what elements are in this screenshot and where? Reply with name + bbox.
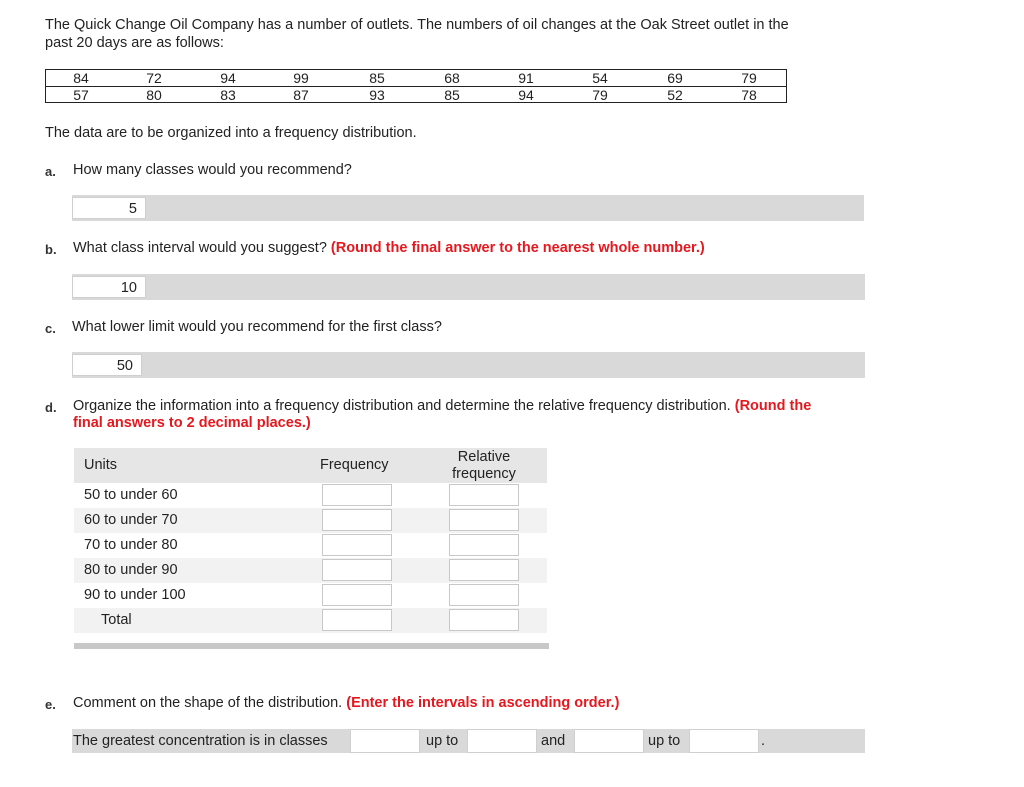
table-row [74,533,547,558]
total-label: Total [101,612,132,628]
data-cell: 93 [369,87,385,103]
question-a-text: How many classes would you recommend? [73,162,352,178]
question-e [73,695,619,712]
freq-table-header [74,448,547,483]
col-frequency: Frequency [320,457,389,473]
data-cell: 94 [220,70,236,86]
up-to-label-1: up to [426,733,459,749]
table-row [74,558,547,583]
data-cell: 83 [220,87,236,103]
total-frequency-input[interactable] [322,609,392,631]
data-cell: 54 [592,70,608,86]
up-to-label-2: up to [648,733,681,749]
class2-upper-input[interactable] [689,729,759,753]
question-b-note: (Round the final answer to the nearest whole number.) [330,240,705,256]
relative-frequency-input[interactable] [449,509,519,531]
intro-line-1: The Quick Change Oil Company has a number of outlets. The numbers of oil changes at the Oak Street outlet in the [45,17,789,33]
question-c-label: c. [45,321,56,336]
col-units: Units [84,457,118,473]
table-row [74,508,547,533]
frequency-input[interactable] [322,584,392,606]
question-d-label: d. [45,400,57,415]
col-relative-line-2: frequency [452,466,516,482]
class2-lower-input[interactable] [574,729,644,753]
total-relative-frequency-input[interactable] [449,609,519,631]
table-bottom-bar [74,643,549,649]
question-d-line-1 [73,398,811,415]
table-row [74,483,547,508]
question-b-text: What class interval would you suggest? [73,240,327,256]
question-d-text: Organize the information into a frequency distribution and determine the relative frequency distribution. [73,398,731,414]
class1-lower-input[interactable] [350,729,420,753]
data-cell: 87 [293,87,309,103]
data-cell: 52 [667,87,683,103]
data-cell: 80 [146,87,162,103]
question-b [73,240,705,257]
data-cell: 57 [73,87,89,103]
data-cell: 79 [592,87,608,103]
data-cell: 78 [741,87,757,103]
class-interval-input[interactable]: 10 [72,276,146,298]
data-cell: 72 [146,70,162,86]
frequency-input[interactable] [322,559,392,581]
answer-row-c [72,352,865,378]
answer-row-b [72,274,865,300]
total-row [74,608,547,633]
frequency-input[interactable] [322,509,392,531]
question-c-text: What lower limit would you recommend for the first class? [72,319,442,335]
data-cell: 91 [518,70,534,86]
table-row [74,583,547,608]
answer-row-a [72,195,864,221]
relative-frequency-input[interactable] [449,559,519,581]
question-d-note-2: final answers to 2 decimal places.) [73,415,311,431]
relative-frequency-input[interactable] [449,534,519,556]
question-d-note-1: (Round the [734,398,812,414]
data-cell: 84 [73,70,89,86]
class-label: 80 to under 90 [84,562,178,578]
col-relative-frequency [444,449,524,483]
data-cell: 69 [667,70,683,86]
and-label: and [541,733,566,749]
relative-frequency-input[interactable] [449,484,519,506]
classes-input[interactable]: 5 [72,197,146,219]
data-cell: 85 [444,87,460,103]
frequency-input[interactable] [322,484,392,506]
class-label: 50 to under 60 [84,487,178,503]
period: . [761,733,766,749]
frequency-input[interactable] [322,534,392,556]
class-label: 60 to under 70 [84,512,178,528]
class-label: 70 to under 80 [84,537,178,553]
data-cell: 94 [518,87,534,103]
intro-line-2: past 20 days are as follows: [45,35,224,51]
data-cell: 85 [369,70,385,86]
question-b-label: b. [45,242,57,257]
relative-frequency-input[interactable] [449,584,519,606]
question-e-note: (Enter the intervals in ascending order.) [346,695,620,711]
data-cell: 68 [444,70,460,86]
class1-upper-input[interactable] [467,729,537,753]
data-cell: 99 [293,70,309,86]
question-e-label: e. [45,697,56,712]
oil-change-data-table [45,69,787,103]
data-cell: 79 [741,70,757,86]
lower-limit-input[interactable]: 50 [72,354,142,376]
concentration-sentence: The greatest concentration is in classes [73,733,328,749]
class-label: 90 to under 100 [84,587,186,603]
organize-text: The data are to be organized into a frequency distribution. [45,125,417,141]
col-relative-line-1: Relative [457,449,511,465]
question-a-label: a. [45,164,56,179]
question-e-text: Comment on the shape of the distribution. [73,695,343,711]
